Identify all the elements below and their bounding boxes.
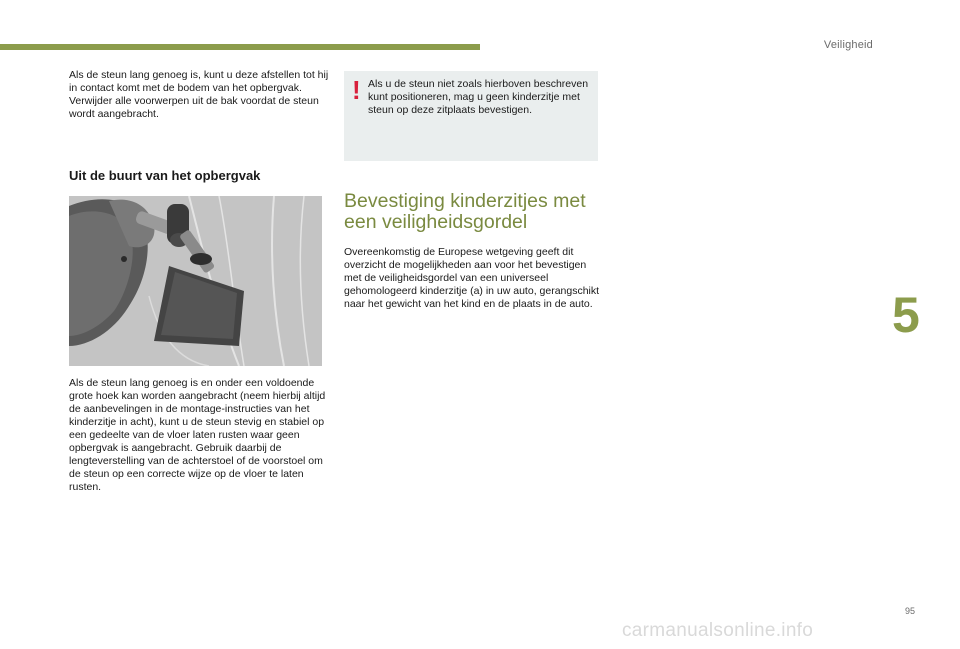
paragraph-floor-support: Als de steun lang genoeg is en onder een voldoende grote hoek kan worden aangebracht (neem hierbij altijd de aanbevelingen in de montage-instructies van het kinderzitje in acht), kunt u de steun stevig en stabiel op een gedeelte van de vloer laten rusten waar geen opbergvak is aangebracht. Gebruik daarbij de lengteverstelling van de achterstoel of de voorstoel om de steun op een correcte wijze op de vloer te laten rusten. — [69, 377, 326, 493]
warning-text: Als u de steun niet zoals hierboven beschreven kunt positioneren, mag u geen kinderzitje met steun op deze zitplaats bevestigen. — [368, 78, 589, 116]
subheading-away-from-storage: Uit de buurt van het opbergvak — [69, 168, 261, 183]
section-label: Veiligheid — [823, 39, 873, 51]
support-leg-illustration — [69, 196, 322, 366]
paragraph-support-length: Als de steun lang genoeg is, kunt u deze afstellen tot hij in contact komt met de bodem van het opbergvak. Verwijder alle voorwerpen uit de bak voordat de steun wordt aangebracht. — [69, 69, 329, 120]
section-heading-seatbelt-child-seats: Bevestiging kinderzitjes met een veiligheidsgordel — [344, 190, 586, 233]
watermark-text: carmanualsonline.info — [622, 620, 814, 641]
page-number: 95 — [905, 606, 916, 616]
warning-box — [344, 71, 598, 161]
top-accent-bar — [0, 44, 480, 50]
exclamation-icon: ! — [352, 75, 361, 105]
paragraph-european-regulation: Overeenkomstig de Europese wetgeving geeft dit overzicht de mogelijkheden aan voor het bevestigen met de veiligheidsgordel van een universeel gehomologeerd kinderzitje (a) in uw auto, gerangschikt naar het gewicht van het kind en de plaats in de auto. — [344, 246, 600, 310]
chapter-number: 5 — [892, 287, 920, 343]
support-leg-photo — [69, 196, 322, 366]
